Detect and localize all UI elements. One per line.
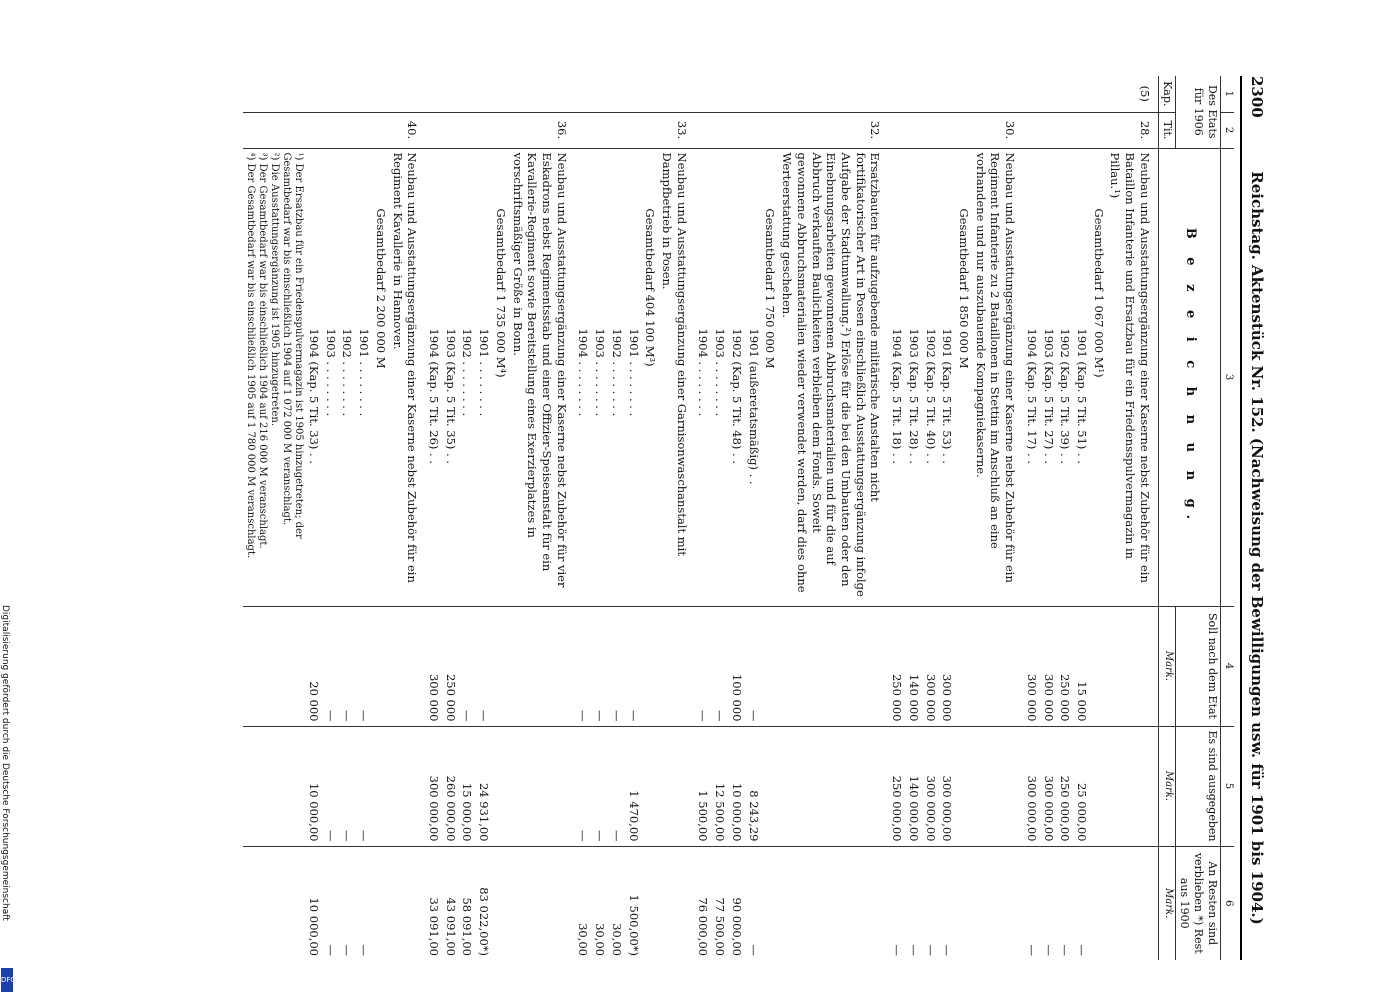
year-row: [575, 76, 592, 960]
year-row: [459, 76, 476, 960]
ausgegeben-value: —: [339, 726, 356, 846]
year-label: 1902 . . . . . . . .: [339, 148, 356, 606]
table-body: [243, 76, 1158, 960]
soll-value: —: [695, 606, 712, 726]
kap-empty-cell: [1040, 76, 1057, 112]
kap-empty-cell: [745, 76, 762, 112]
kap-empty-cell: [442, 76, 459, 112]
table-row: [778, 76, 888, 960]
rest-value: 1 500,00*): [625, 846, 642, 960]
gesamtbedarf-cell: Gesamtbedarf 1 067 000 M¹): [1090, 148, 1107, 606]
dfg-logo: DFG: [1, 968, 13, 992]
ausgegeben-value: —: [575, 726, 592, 846]
tit-empty-cell: [322, 112, 339, 148]
ausgegeben-value: 300 000,00: [1040, 726, 1057, 846]
tit-empty-cell: [625, 112, 642, 148]
ausgegeben-value: 15 000,00: [459, 726, 476, 846]
ausgegeben-empty-cell: [509, 726, 575, 846]
table-row: [658, 76, 694, 960]
tit-empty-cell: [425, 112, 442, 148]
soll-value: —: [745, 606, 762, 726]
tit-empty-cell: [711, 112, 728, 148]
rest-value: 83 022,00*): [475, 846, 492, 960]
rest-value: 43 091,00: [442, 846, 459, 960]
gesamtbedarf-cell: Gesamtbedarf 2 200 000 M: [372, 148, 389, 606]
soll-value: —: [322, 606, 339, 726]
kap-empty-cell: [305, 76, 322, 112]
description-cell: Neubau und Ausstattungsergänzung einer Kaserne nebst Zubehör für vier Eskadrons nebst Regimentsstab und einer Offizier-Speiseanstalt für ein Kavallerie-Regiment sowie Bereitstellung eines Exerzierplatzes in vorschriftsmäßiger Größe in Bonn.: [509, 148, 575, 606]
year-row: [475, 76, 492, 960]
rest-empty-cell: [972, 846, 1023, 960]
year-label: 1904 . . . . . . . .: [695, 148, 712, 606]
col-num-1: 1: [1221, 76, 1234, 112]
kap-empty-cell: [425, 76, 442, 112]
year-label: 1901 . . . . . . . .: [625, 148, 642, 606]
ausgegeben-value: 10 000,00: [305, 726, 322, 846]
page-header: [1240, 76, 1268, 960]
ausgegeben-value: 260 000,00: [442, 726, 459, 846]
total-row: [955, 76, 972, 960]
tit-empty-cell: [695, 112, 712, 148]
mark-unit-5: Mark.: [1158, 726, 1175, 846]
kap-empty-cell: [762, 76, 779, 112]
table-row: [972, 76, 1023, 960]
ausgegeben-empty-cell: [1107, 726, 1159, 846]
description-cell: Neubau und Ausstattungsergänzung einer Kaserne nebst Zubehör für ein Regiment Infanterie zu 2 Bataillonen in Stettin im Anschluß an eine vorhandene und nur auszubauende Kompagniekaserne.: [972, 148, 1023, 606]
rest-heading: An Resten sind verblieben *) Rest aus 1900: [1175, 846, 1220, 960]
year-row: [591, 76, 608, 960]
tit-empty-cell: [1023, 112, 1040, 148]
year-row: [728, 76, 745, 960]
rest-value: —: [922, 846, 939, 960]
ausgegeben-value: —: [355, 726, 372, 846]
kap-cell: [778, 76, 888, 112]
rest-empty-cell: [389, 846, 425, 960]
soll-value: 100 000: [728, 606, 745, 726]
kap-cell: (5): [1137, 85, 1152, 102]
kap-empty-cell: [888, 76, 905, 112]
gesamtbedarf-cell: Gesamtbedarf 1 735 000 M⁴): [492, 148, 509, 606]
rest-value: —: [355, 846, 372, 960]
year-row: [695, 76, 712, 960]
year-row: [305, 76, 322, 960]
tit-empty-cell: [762, 112, 779, 148]
tit-empty-cell: [492, 112, 509, 148]
year-label: 1902 . . . . . . . .: [608, 148, 625, 606]
ausgegeben-empty-cell: [762, 726, 779, 846]
year-row: [355, 76, 372, 960]
soll-value: —: [459, 606, 476, 726]
kap-empty-cell: [625, 76, 642, 112]
ausgegeben-value: 12 500,00: [711, 726, 728, 846]
ausgegeben-value: 250 000,00: [1057, 726, 1074, 846]
total-row: [762, 76, 779, 960]
year-label: 1904 . . . . . . . .: [575, 148, 592, 606]
year-row: [625, 76, 642, 960]
footnote: ³) Der Gesamtbedarf war bis einschließlich 1904 auf 216 000 M veranschlagt.: [257, 152, 269, 549]
rest-value: 58 091,00: [459, 846, 476, 960]
soll-value: 250 000: [442, 606, 459, 726]
soll-value: —: [608, 606, 625, 726]
year-label: 1904 (Kap. 5 Tit. 17) . .: [1023, 148, 1040, 606]
kap-cell: [389, 76, 425, 112]
soll-value: 15 000: [1073, 606, 1090, 726]
rest-value: —: [888, 846, 905, 960]
tit-empty-cell: [305, 112, 322, 148]
side-note: [0, 605, 14, 995]
gesamtbedarf-cell: Gesamtbedarf 1 850 000 M: [955, 148, 972, 606]
funding-note: Digitalisierung gefördert durch die Deutsche Forschungsgemeinschaft: [0, 605, 10, 921]
rest-empty-cell: [492, 846, 509, 960]
year-label: 1901 (außeretatsmäßig) . .: [745, 148, 762, 606]
page-number: 2300: [1248, 76, 1266, 118]
year-label: 1901 (Kap. 5 Tit. 53) . .: [939, 148, 956, 606]
kap-empty-cell: [955, 76, 972, 112]
soll-value: 300 000: [1040, 606, 1057, 726]
rest-value: 33 091,00: [425, 846, 442, 960]
bezeichnung-heading: B e z e i c h n u n g.: [1182, 227, 1198, 527]
tit-empty-cell: [339, 112, 356, 148]
tit-empty-cell: [888, 112, 905, 148]
year-label: 1901 . . . . . . . .: [475, 148, 492, 606]
rest-value: —: [905, 846, 922, 960]
year-label: 1901 (Kap. 5 Tit. 51) . .: [1073, 148, 1090, 606]
year-row: [339, 76, 356, 960]
total-row: [1090, 76, 1107, 960]
col-num-4: 4: [1221, 606, 1234, 726]
year-label: 1904 (Kap. 5 Tit. 26) . .: [425, 148, 442, 606]
year-row: [1057, 76, 1074, 960]
rest-empty-cell: [372, 846, 389, 960]
rest-value: —: [322, 846, 339, 960]
rest-value: 76 000,00: [695, 846, 712, 960]
year-row: [1073, 76, 1090, 960]
soll-value: —: [355, 606, 372, 726]
soll-value: 140 000: [905, 606, 922, 726]
year-label: 1902 . . . . . . . .: [459, 148, 476, 606]
appropriations-table: [243, 76, 1234, 960]
tit-empty-cell: [939, 112, 956, 148]
kap-empty-cell: [1057, 76, 1074, 112]
tit-empty-cell: [475, 112, 492, 148]
year-label: 1902 (Kap. 5 Tit. 48) . .: [728, 148, 745, 606]
rest-value: —: [1040, 846, 1057, 960]
soll-empty-cell: [509, 606, 575, 726]
rest-value: —: [339, 846, 356, 960]
kap-empty-cell: [1073, 76, 1090, 112]
kap-cell: [658, 76, 694, 112]
rest-empty-cell: [1090, 846, 1107, 960]
kap-empty-cell: [575, 76, 592, 112]
tit-empty-cell: [608, 112, 625, 148]
description-cell: Ersatzbauten für aufzugebende militärische Anstalten nicht fortifikatorischer Art in Posen einschließlich Ausstattungsergänzung infolge Aufgabe der Stadtumwallung.²) Erlöse für die bei den Umbauten oder den Einebnungsarbeiten gewonnenen Abbruchsmaterialien und für die auf Abbruch verkauften Baulichkeiten verbleiben dem Fonds. Soweit gewonnene Abbruchsmaterialien wieder verwendet werden, darf dies ohne Werteerstattung geschehen.: [778, 148, 888, 606]
soll-value: 300 000: [425, 606, 442, 726]
year-row: [905, 76, 922, 960]
rest-value: —: [745, 846, 762, 960]
rest-value: 90 000,00: [728, 846, 745, 960]
soll-empty-cell: [1090, 606, 1107, 726]
kap-empty-cell: [243, 76, 305, 112]
soll-empty-cell: [372, 606, 389, 726]
col-num-6: 6: [1221, 846, 1234, 960]
kap-empty-cell: [695, 76, 712, 112]
ausgegeben-value: 300 000,00: [425, 726, 442, 846]
year-row: [1023, 76, 1040, 960]
rest-empty-cell: [762, 846, 779, 960]
year-label: 1903 . . . . . . . .: [591, 148, 608, 606]
soll-value: 250 000: [888, 606, 905, 726]
gesamtbedarf-cell: Gesamtbedarf 404 100 M³): [642, 148, 659, 606]
tit-empty-cell: [728, 112, 745, 148]
tit-empty-cell: [905, 112, 922, 148]
ausgegeben-empty-cell: [243, 726, 305, 846]
year-label: 1903 . . . . . . . .: [322, 148, 339, 606]
tit-empty-cell: [1090, 112, 1107, 148]
kap-empty-cell: [728, 76, 745, 112]
soll-value: —: [591, 606, 608, 726]
ausgegeben-value: 250 000,00: [888, 726, 905, 846]
ausgegeben-value: 1 500,00: [695, 726, 712, 846]
col-num-2: 2: [1221, 112, 1234, 148]
rotated-page-content: [98, 68, 1278, 968]
soll-heading: Soll nach dem Etat: [1175, 606, 1220, 726]
soll-empty-cell: [972, 606, 1023, 726]
tit-empty-cell: [745, 112, 762, 148]
tit-empty-cell: [355, 112, 372, 148]
kap-empty-cell: [459, 76, 476, 112]
kap-empty-cell: [711, 76, 728, 112]
year-row: [442, 76, 459, 960]
description-cell: Neubau und Ausstattungsergänzung einer Kaserne nebst Zubehör für ein Bataillon Infanterie und Ersatzbau für ein Friedensspulvermagazin in Pillau.¹): [1107, 148, 1159, 606]
tit-empty-cell: [372, 112, 389, 148]
total-row: [372, 76, 389, 960]
rest-empty-cell: [243, 846, 305, 960]
rest-value: 77 500,00: [711, 846, 728, 960]
kap-empty-cell: [608, 76, 625, 112]
kap-empty-cell: [492, 76, 509, 112]
table-row: [389, 76, 425, 960]
kap-empty-cell: [339, 76, 356, 112]
column-number-row: [1221, 76, 1234, 960]
ausgegeben-value: 140 000,00: [905, 726, 922, 846]
mark-unit-6: Mark.: [1158, 846, 1175, 960]
rest-value: 30,00: [591, 846, 608, 960]
year-label: 1902 (Kap. 5 Tit. 40) . .: [922, 148, 939, 606]
scanned-page: [98, 68, 1278, 968]
year-label: 1901 . . . . . . . .: [355, 148, 372, 606]
tit-cell: 40.: [389, 112, 425, 148]
rest-value: 30,00: [608, 846, 625, 960]
ausgegeben-value: 10 000,00: [728, 726, 745, 846]
soll-value: —: [625, 606, 642, 726]
kap-empty-cell: [642, 76, 659, 112]
ausgegeben-value: 24 931,00: [475, 726, 492, 846]
year-row: [711, 76, 728, 960]
kap-empty-cell: [905, 76, 922, 112]
footnote: ¹) Der Ersatzbau für ein Friedenspulvermagazin ist 1905 hinzugetreten; der Gesamtbedarf war bis einschließlich 1904 auf 1 072 000 M veranschlagt.: [281, 152, 305, 539]
soll-value: 250 000: [1057, 606, 1074, 726]
table-row: [1107, 76, 1159, 960]
mark-unit-4: Mark.: [1158, 606, 1175, 726]
etat-heading: Des Etats für 1906: [1175, 76, 1220, 148]
year-row: [745, 76, 762, 960]
tit-cell: 36.: [509, 112, 575, 148]
ausgegeben-empty-cell: [955, 726, 972, 846]
year-row: [1040, 76, 1057, 960]
page-title: Reichstag. Aktenstück Nr. 152. (Nachweisung der Bewilligungen usw. für 1901 bis 1904.): [1248, 171, 1266, 925]
year-row: [922, 76, 939, 960]
tit-empty-cell: [955, 112, 972, 148]
tit-cell: 28.: [1107, 112, 1159, 148]
tit-cell: 33.: [658, 112, 694, 148]
year-row: [888, 76, 905, 960]
rest-value: —: [1023, 846, 1040, 960]
kap-empty-cell: [475, 76, 492, 112]
kap-empty-cell: [1090, 76, 1107, 112]
soll-value: 300 000: [1023, 606, 1040, 726]
tit-empty-cell: [459, 112, 476, 148]
year-label: 1903 (Kap. 5 Tit. 28) . .: [905, 148, 922, 606]
ausgegeben-value: 8 243,29: [745, 726, 762, 846]
footnotes-cell: [243, 148, 305, 606]
year-label: 1903 . . . . . . . .: [711, 148, 728, 606]
table-row: [509, 76, 575, 960]
rest-value: —: [1073, 846, 1090, 960]
ausgegeben-empty-cell: [972, 726, 1023, 846]
total-row: [492, 76, 509, 960]
description-cell: Neubau und Ausstattungsergänzung einer Garnisonwaschanstalt mit Dampfbetrieb in Posen.: [658, 148, 694, 606]
year-label: 1903 (Kap. 5 Tit. 35) . .: [442, 148, 459, 606]
tit-empty-cell: [922, 112, 939, 148]
kap-cell: [509, 76, 575, 112]
rest-empty-cell: [955, 846, 972, 960]
tit-empty-cell: [591, 112, 608, 148]
ausgegeben-empty-cell: [778, 726, 888, 846]
soll-value: —: [575, 606, 592, 726]
ausgegeben-heading: Es sind ausgegeben: [1175, 726, 1220, 846]
tit-heading: Tit.: [1158, 112, 1175, 148]
ausgegeben-value: 300 000,00: [1023, 726, 1040, 846]
ausgegeben-value: —: [322, 726, 339, 846]
tit-empty-cell: [442, 112, 459, 148]
soll-empty-cell: [778, 606, 888, 726]
tit-cell: 32.: [778, 112, 888, 148]
year-row: [322, 76, 339, 960]
soll-value: 300 000: [939, 606, 956, 726]
ausgegeben-value: —: [608, 726, 625, 846]
year-label: 1903 (Kap. 5 Tit. 27) . .: [1040, 148, 1057, 606]
ausgegeben-value: 1 470,00: [625, 726, 642, 846]
total-row: [642, 76, 659, 960]
year-row: [425, 76, 442, 960]
kap-empty-cell: [322, 76, 339, 112]
description-cell: Neubau und Ausstattungsergänzung einer Kaserne nebst Zubehör für ein Regiment Kavallerie in Hannover.: [389, 148, 425, 606]
rest-empty-cell: [778, 846, 888, 960]
footnote: ²) Die Ausstattungsergänzung ist 1905 hinzugetreten.: [269, 152, 281, 427]
soll-empty-cell: [1107, 606, 1159, 726]
rest-empty-cell: [658, 846, 694, 960]
footnotes-row: [243, 76, 305, 960]
ausgegeben-value: —: [591, 726, 608, 846]
ausgegeben-empty-cell: [492, 726, 509, 846]
rest-empty-cell: [642, 846, 659, 960]
col-num-3: 3: [1221, 148, 1234, 606]
tit-empty-cell: [642, 112, 659, 148]
kap-cell: [972, 76, 1023, 112]
soll-value: —: [475, 606, 492, 726]
tit-cell: 30.: [972, 112, 1023, 148]
soll-empty-cell: [658, 606, 694, 726]
rest-value: —: [939, 846, 956, 960]
year-label: 1902 (Kap. 5 Tit. 39) . .: [1057, 148, 1074, 606]
kap-empty-cell: [1023, 76, 1040, 112]
soll-value: —: [339, 606, 356, 726]
rest-empty-cell: [509, 846, 575, 960]
tit-empty-cell: [243, 112, 305, 148]
year-label: 1904 (Kap. 5 Tit. 33) . .: [305, 148, 322, 606]
soll-value: —: [711, 606, 728, 726]
kap-empty-cell: [355, 76, 372, 112]
col-num-5: 5: [1221, 726, 1234, 846]
ausgegeben-empty-cell: [658, 726, 694, 846]
header-row-1: [1175, 76, 1220, 960]
soll-empty-cell: [243, 606, 305, 726]
year-label: 1904 (Kap. 5 Tit. 18) . .: [888, 148, 905, 606]
ausgegeben-empty-cell: [389, 726, 425, 846]
tit-empty-cell: [575, 112, 592, 148]
soll-empty-cell: [762, 606, 779, 726]
ausgegeben-empty-cell: [1090, 726, 1107, 846]
tit-empty-cell: [1073, 112, 1090, 148]
year-row: [939, 76, 956, 960]
ausgegeben-value: 300 000,00: [922, 726, 939, 846]
soll-value: 300 000: [922, 606, 939, 726]
kap-empty-cell: [922, 76, 939, 112]
rest-value: 30,00: [575, 846, 592, 960]
rest-empty-cell: [1107, 846, 1159, 960]
rest-value: —: [1057, 846, 1074, 960]
soll-empty-cell: [642, 606, 659, 726]
tit-empty-cell: [1057, 112, 1074, 148]
ausgegeben-value: 25 000,00: [1073, 726, 1090, 846]
year-row: [608, 76, 625, 960]
tit-empty-cell: [1040, 112, 1057, 148]
footnote: ⁴) Der Gesamtbedarf war bis einschließlich 1905 auf 1 780 000 M veranschlagt.: [245, 152, 257, 559]
soll-empty-cell: [955, 606, 972, 726]
rest-value: 10 000,00: [305, 846, 322, 960]
gesamtbedarf-cell: Gesamtbedarf 1 750 000 M: [762, 148, 779, 606]
ausgegeben-value: 300 000,00: [939, 726, 956, 846]
kap-heading: Kap.: [1158, 76, 1175, 112]
soll-empty-cell: [389, 606, 425, 726]
ausgegeben-empty-cell: [372, 726, 389, 846]
kap-empty-cell: [591, 76, 608, 112]
soll-empty-cell: [492, 606, 509, 726]
kap-empty-cell: [372, 76, 389, 112]
soll-value: 20 000: [305, 606, 322, 726]
ausgegeben-empty-cell: [642, 726, 659, 846]
kap-empty-cell: [939, 76, 956, 112]
